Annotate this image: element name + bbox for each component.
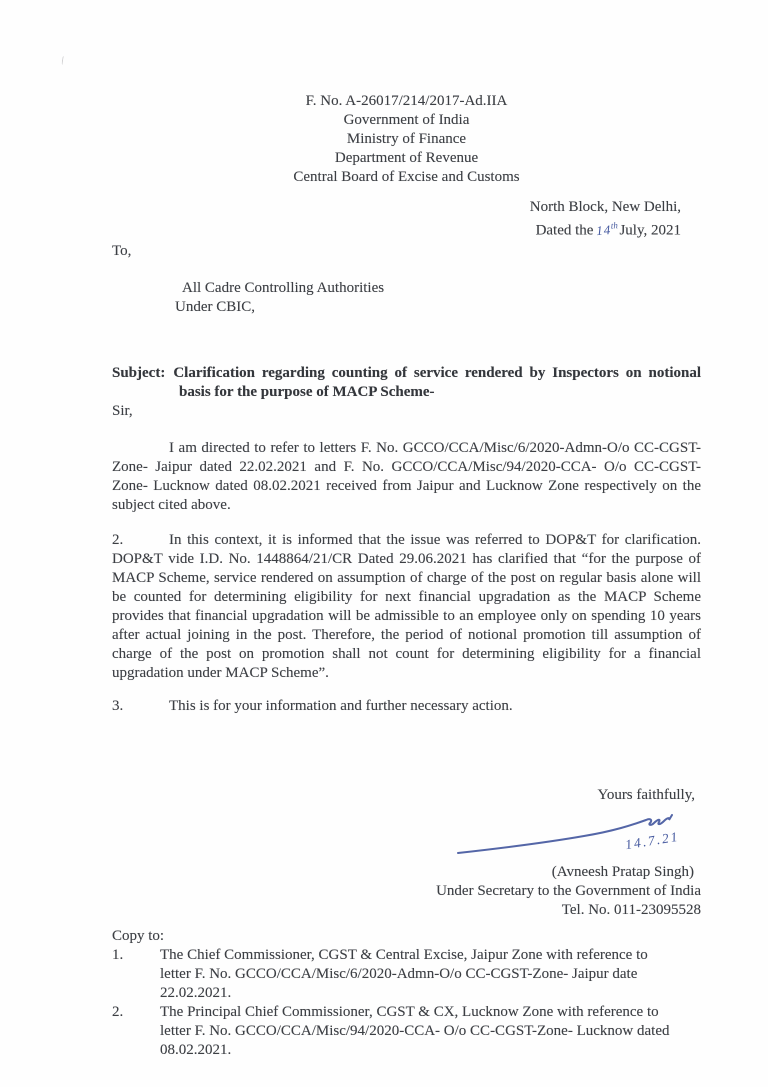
copy-item-number: 2. bbox=[112, 1004, 124, 1021]
place-line: North Block, New Delhi, bbox=[529, 199, 681, 215]
paragraph-3 bbox=[112, 697, 701, 716]
paragraph-1: I am directed to refer to letters F. No. GCCO/CCA/Misc/6/2020-Admn-O/o CC-CGST-Zone- Jaipur dated 22.02.2021 and F. No. GCCO/CCA/Misc/94/2020-CCA- O/o CC-CGST-Zone- Lucknow dated 08.02.2021 received from Jaipur and Lucknow Zone respectively on the subject cited above. bbox=[112, 440, 701, 514]
signature-area bbox=[112, 805, 701, 861]
file-number: F. No. A-26017/214/2017-Ad.IIA bbox=[305, 93, 508, 109]
paragraph-2-text: In this context, it is informed that the issue was referred to DOP&T for clarification. DOP&T vide I.D. No. 1448864/21/CR Dated 29.06.2021 has clarified that “for the purpose of MACP Scheme, service rendered on assumption of charge of the post on regular basis alone will be counted for determining eligibility for next financial upgradation as the MACP Scheme provides that financial upgradation will be admissible to an employee only on spending 10 years after actual joining in the post. Therefore, the period of notional promotion till assumption of charge of the post on promotion shall not count for determining eligibility for a financial upgradation under MACP Scheme”. bbox=[112, 532, 701, 682]
handwritten-signature-date: 14.7.21 bbox=[623, 829, 680, 853]
place-date-block bbox=[112, 198, 701, 240]
copy-to-label: Copy to: bbox=[112, 928, 165, 945]
signatory-title: Under Secretary to the Government of India bbox=[436, 883, 701, 900]
paragraph-2 bbox=[112, 531, 701, 683]
closing-line: Yours faithfully, bbox=[597, 787, 695, 804]
date-suffix: July, 2021 bbox=[619, 222, 681, 239]
subject-line bbox=[112, 364, 701, 402]
paragraph-3-number: 3. bbox=[112, 698, 124, 715]
to-label: To, bbox=[112, 243, 132, 260]
copy-item-text: The Principal Chief Commissioner, CGST & CX, Lucknow Zone with reference to letter F. No. GCCO/CCA/Misc/94/2020-CCA- O/o CC-CGST-Zone- Lucknow dated 08.02.2021. bbox=[160, 1004, 670, 1059]
copy-item-text: The Chief Commissioner, CGST & Central Excise, Jaipur Zone with reference to letter F. No. GCCO/CCA/Misc/6/2020-Admn-O/o CC-CGST-Zone- Jaipur date 22.02.2021. bbox=[160, 947, 648, 1002]
letter-content bbox=[112, 0, 701, 1060]
signature-block bbox=[112, 786, 701, 920]
date-prefix: Dated the bbox=[535, 222, 594, 239]
addressee-line-2: Under CBIC, bbox=[175, 299, 255, 316]
org-line-ministry: Ministry of Finance bbox=[346, 131, 467, 147]
signatory-name: (Avneesh Pratap Singh) bbox=[551, 864, 694, 881]
date-line bbox=[112, 217, 681, 240]
handwritten-date-ordinal: th bbox=[610, 220, 619, 231]
copy-item bbox=[112, 946, 701, 1003]
handwritten-date-day: 14th bbox=[596, 220, 619, 239]
addressee-line-1: All Cadre Controlling Authorities bbox=[182, 280, 385, 297]
paragraph-2-number: 2. bbox=[112, 532, 124, 549]
paragraph-3-text: This is for your information and further necessary action. bbox=[169, 698, 513, 715]
org-line-board: Central Board of Excise and Customs bbox=[293, 169, 520, 185]
copy-item-number: 1. bbox=[112, 947, 124, 964]
salutation: Sir, bbox=[112, 403, 133, 420]
letterhead bbox=[112, 92, 701, 187]
copy-to-section bbox=[112, 927, 701, 1060]
org-line-government: Government of India bbox=[343, 112, 470, 128]
subject-label: Subject: bbox=[112, 365, 166, 382]
copy-item bbox=[112, 1003, 701, 1060]
signatory-telephone: Tel. No. 011-23095528 bbox=[561, 902, 701, 919]
addressee-block bbox=[112, 279, 701, 317]
subject-text: Clarification regarding counting of service rendered by Inspectors on notional basis for the purpose of MACP Scheme- bbox=[173, 365, 701, 401]
scan-artifact bbox=[61, 56, 65, 65]
org-line-department: Department of Revenue bbox=[334, 150, 479, 166]
